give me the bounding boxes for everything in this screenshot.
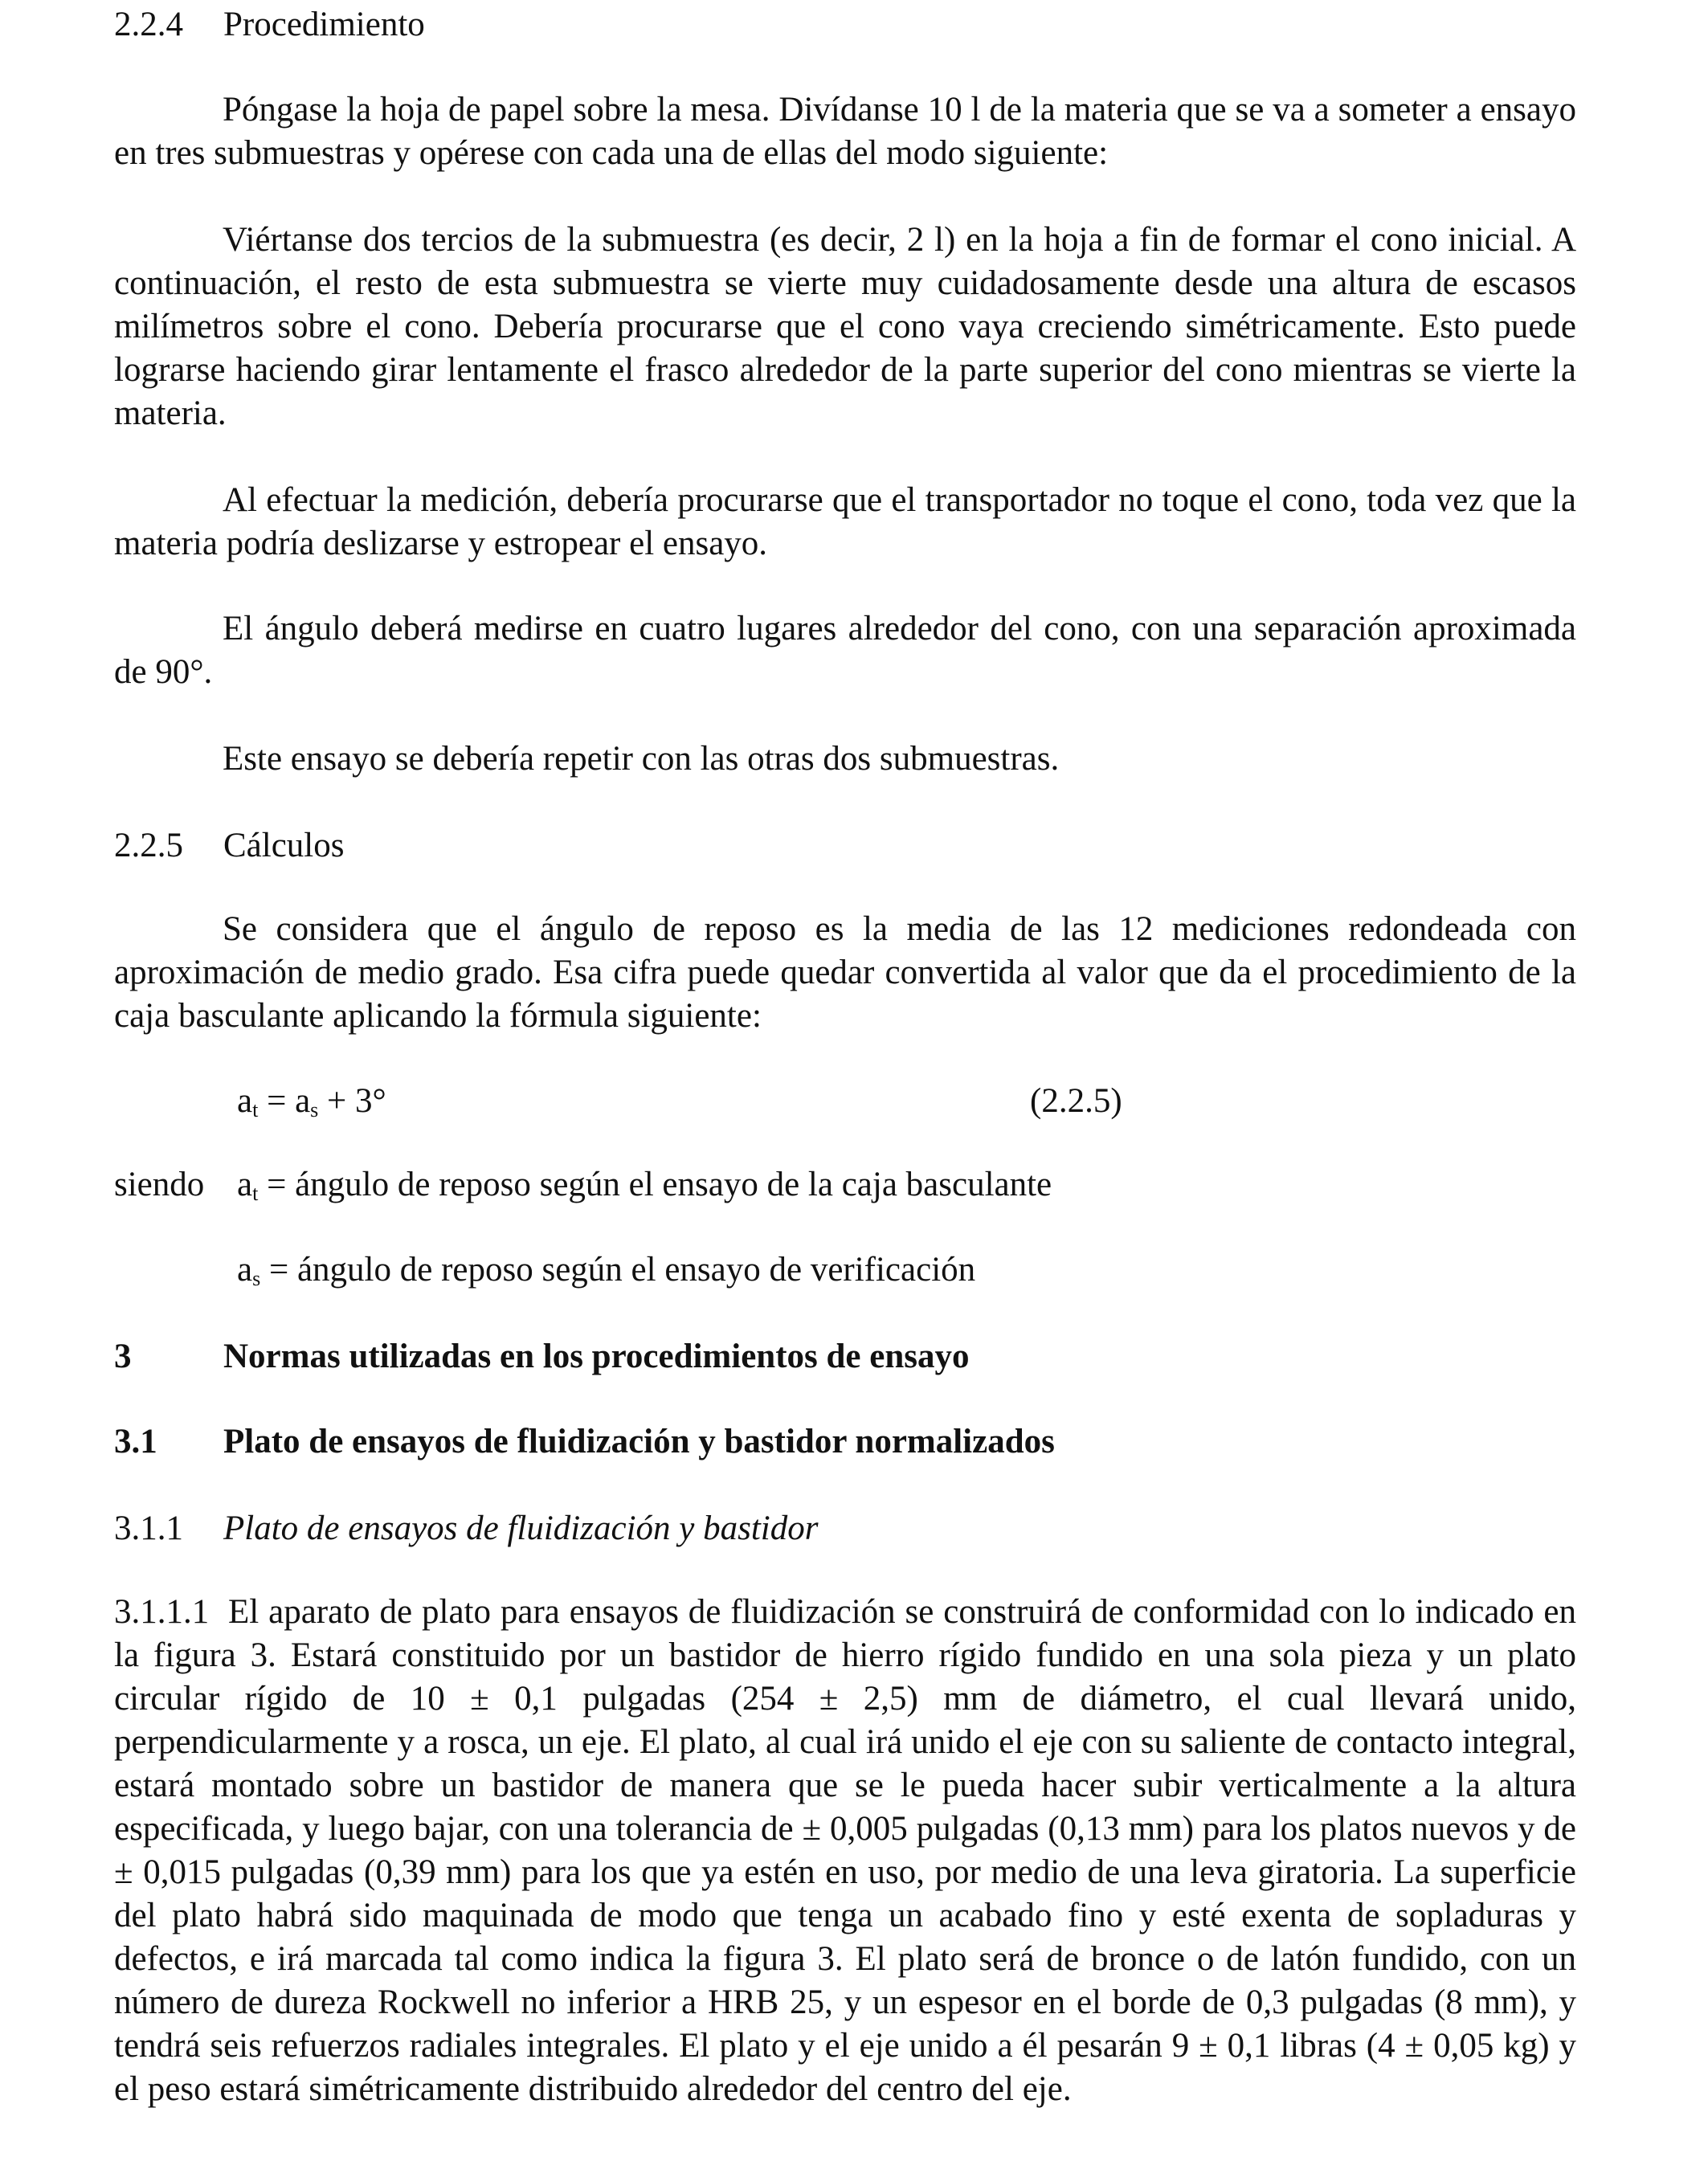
- paragraph-2-2-4-3: Al efectuar la medición, debería procurarse que el transportador no toque el cono, toda vez que la materia podría deslizarse y estropear el ensayo.: [114, 481, 1576, 562]
- paragraph-2-2-4-4: El ángulo deberá medirse en cuatro lugares alrededor del cono, con una separación aproximada de 90°.: [114, 610, 1576, 691]
- paragraph-2-2-4-2: Viértanse dos tercios de la submuestra (es decir, 2 l) en la hoja a fin de formar el cono inicial. A continuación, el resto de esta submuestra se vierte muy cuidadosamente desde una altura de escasos milímetros sobre el cono. Debería procurarse que el cono vaya creciendo simétricamente. Esto puede lograrse haciendo girar lentamente el frasco alrededor de la parte superior del cono mientras se vierte la materia.: [114, 221, 1576, 432]
- heading-2-2-4-title: Procedimiento: [223, 6, 425, 43]
- formula-rhs: + 3°: [318, 1082, 386, 1120]
- paragraph-3-1-1-1-number: 3.1.1.1: [114, 1593, 210, 1631]
- formula-label: (2.2.5): [1030, 1082, 1122, 1120]
- heading-2-2-5-title: Cálculos: [223, 827, 345, 864]
- paragraph-3-1-1-1-text: El aparato de plato para ensayos de fluidización se construirá de conformidad con lo indicado en la figura 3. Estará constituido por un bastidor de hierro rígido fundido en una sola pieza y un plato circular rígido de 10 ± 0,1 pulgadas (254 ± 2,5) mm de diámetro, el cual llevará unido, perpendicularmente y a rosca, un eje. El plato, al cual irá unido el eje con su saliente de contacto integral, estará montado sobre un bastidor de manera que se le pueda hacer subir verticalmente a la altura especificada, y luego bajar, con una tolerancia de ± 0,005 pulgadas (0,13 mm) para los platos nuevos y de ± 0,015 pulgadas (0,39 mm) para los que ya estén en uso, por medio de una leva giratoria. La superficie del plato habrá sido maquinada de modo que tenga un acabado fino y esté exenta de sopladuras y defectos, e irá marcada tal como indica la figura 3. El plato será de bronce o de latón fundido, con un número de dureza Rockwell no inferior a HRB 25, y un espesor en el borde de 0,3 pulgadas (8 mm), y tendrá seis refuerzos radiales integrales. El plato y el eje unido a él pesarán 9 ± 0,1 libras (4 ± 0,05 kg) y el peso estará simétricamente distribuido alrededor del centro del eje.: [114, 1593, 1576, 2108]
- heading-2-2-4-number: 2.2.4: [114, 6, 183, 43]
- paragraph-2-2-4-5: Este ensayo se debería repetir con las otras dos submuestras.: [223, 740, 1060, 778]
- paragraph-3-1-1-1: [114, 1591, 1576, 2111]
- definition-as: [237, 1248, 975, 1292]
- definition-at-text: = ángulo de reposo según el ensayo de la caja basculante: [258, 1166, 1052, 1203]
- heading-3-1-1-title: Plato de ensayos de fluidización y bastidor: [223, 1509, 819, 1547]
- paragraph-2-2-5: Se considera que el ángulo de reposo es la media de las 12 mediciones redondeada con aproximación de medio grado. Esa cifra puede quedar convertida al valor que da el procedimiento de la caja basculante aplicando la fórmula siguiente:: [114, 910, 1576, 1035]
- heading-3-1-title: Plato de ensayos de fluidización y bastidor normalizados: [223, 1423, 1055, 1460]
- heading-2-2-5-number: 2.2.5: [114, 827, 183, 864]
- heading-3-1-1-number: 3.1.1: [114, 1509, 183, 1547]
- definition-as-text: = ángulo de reposo según el ensayo de verificación: [260, 1251, 976, 1289]
- formula-lhs: a: [237, 1082, 253, 1120]
- definition-at-symbol: a: [237, 1166, 253, 1203]
- definition-at-sub: t: [252, 1182, 259, 1205]
- heading-3-title: Normas utilizadas en los procedimientos de ensayo: [223, 1338, 970, 1375]
- formula-lhs-sub: t: [252, 1098, 259, 1121]
- definition-as-sub: s: [252, 1267, 261, 1290]
- where-label: siendo: [114, 1166, 205, 1203]
- definition-as-symbol: a: [237, 1251, 253, 1289]
- paragraph-2-2-4-1: Póngase la hoja de papel sobre la mesa. Divídanse 10 l de la materia que se va a someter a ensayo en tres submuestras y opérese con cada una de ellas del modo siguiente:: [114, 91, 1576, 172]
- formula-eq: = a: [258, 1082, 311, 1120]
- formula-rhs-sub: s: [310, 1098, 319, 1121]
- heading-3-1-number: 3.1: [114, 1423, 157, 1460]
- definition-at: [237, 1163, 1052, 1207]
- heading-3-number: 3: [114, 1338, 132, 1375]
- formula: [237, 1080, 386, 1123]
